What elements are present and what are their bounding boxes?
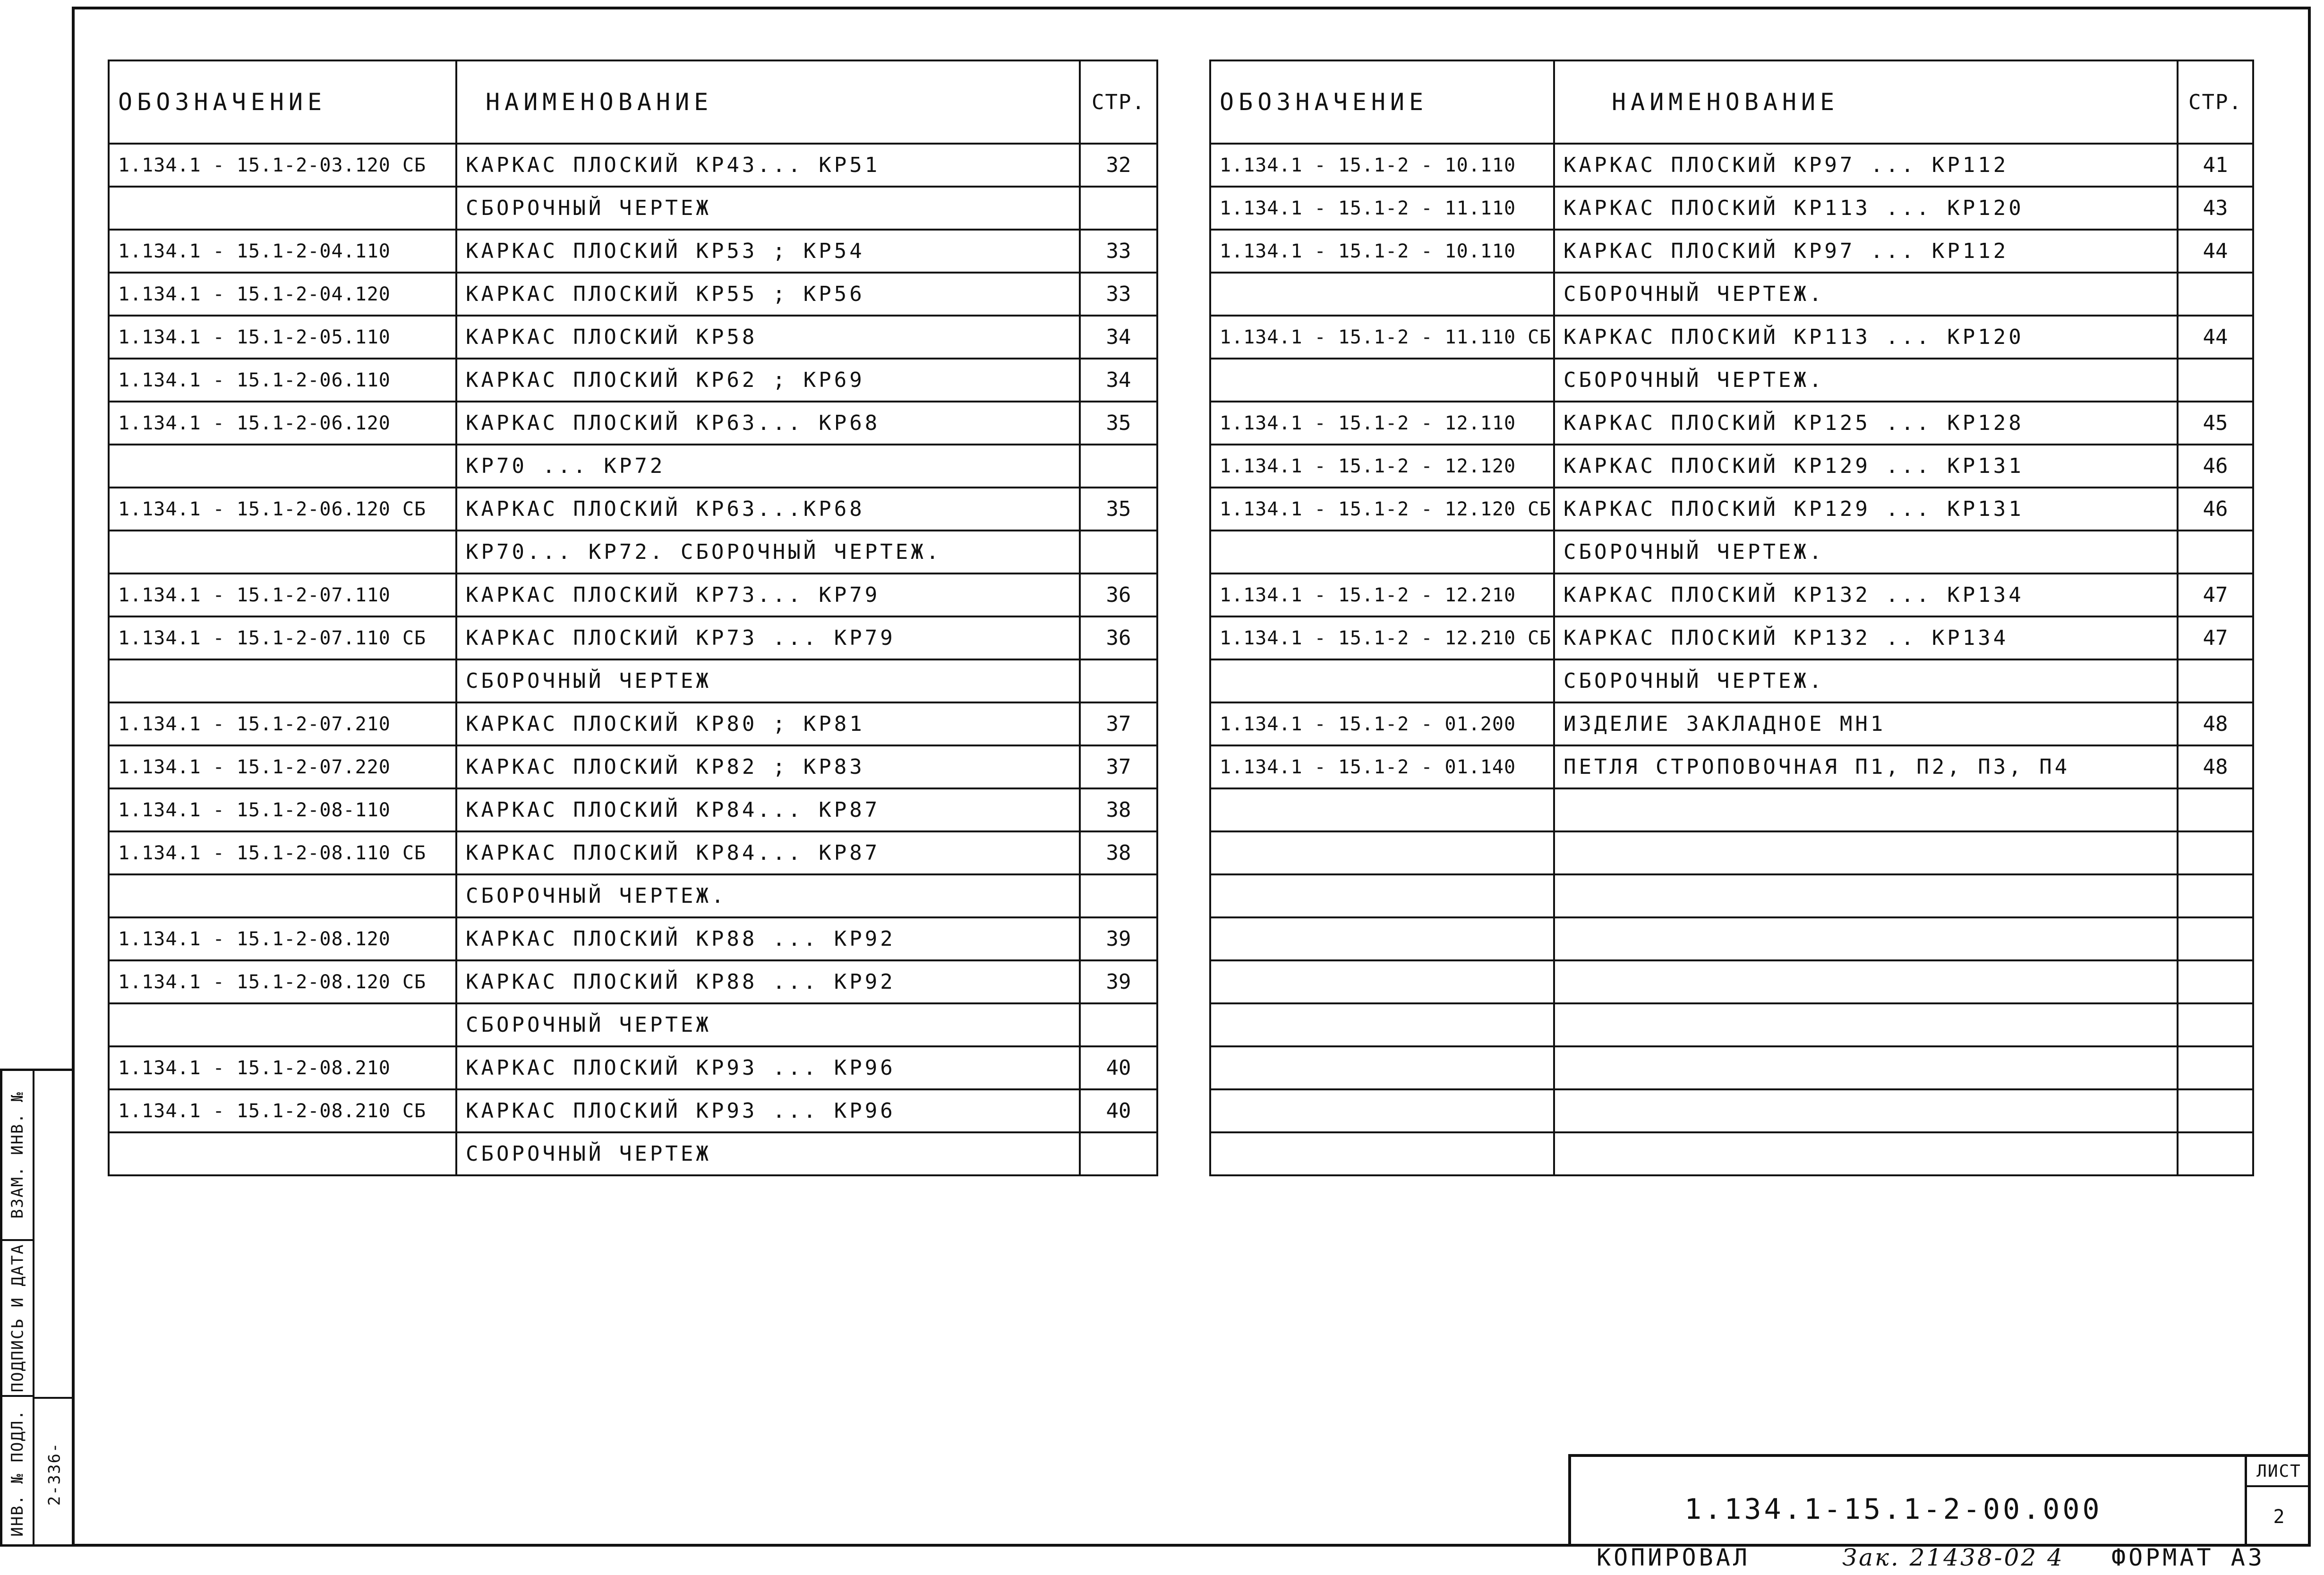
table-row bbox=[109, 316, 1157, 359]
row-name: КАРКАС ПЛОСКИЙ КР84... КР87 bbox=[456, 788, 1080, 831]
table-row bbox=[109, 273, 1157, 316]
row-designation: 1.134.1 - 15.1-2-07.110 СБ bbox=[109, 616, 456, 659]
row-name: ПЕТЛЯ СТРОПОВОЧНАЯ П1, П2, П3, П4 bbox=[1554, 745, 2178, 788]
stamp-inv-orig-label: ИНВ. № ПОДЛ. bbox=[8, 1409, 27, 1537]
row-page: 41 bbox=[2178, 144, 2253, 187]
row-page bbox=[2178, 831, 2253, 874]
row-designation: 1.134.1 - 15.1-2-07.220 bbox=[109, 745, 456, 788]
row-name: КАРКАС ПЛОСКИЙ КР113 ... КР120 bbox=[1554, 316, 2178, 359]
row-name bbox=[1554, 960, 2178, 1003]
table-row bbox=[109, 874, 1157, 917]
row-page bbox=[1080, 874, 1157, 917]
table-row bbox=[109, 702, 1157, 745]
row-name: КАРКАС ПЛОСКИЙ КР93 ... КР96 bbox=[456, 1089, 1080, 1132]
row-designation bbox=[1210, 659, 1554, 702]
row-name: КАРКАС ПЛОСКИЙ КР84... КР87 bbox=[456, 831, 1080, 874]
table-row bbox=[1210, 616, 2253, 659]
row-designation: 1.134.1 - 15.1-2-04.120 bbox=[109, 273, 456, 316]
row-designation bbox=[1210, 960, 1554, 1003]
row-designation: 1.134.1 - 15.1-2 - 12.210 СБ bbox=[1210, 616, 1554, 659]
table-row bbox=[109, 574, 1157, 616]
row-page: 40 bbox=[1080, 1089, 1157, 1132]
row-designation: 1.134.1 - 15.1-2-03.120 СБ bbox=[109, 144, 456, 187]
row-name: КР70 ... КР72 bbox=[456, 445, 1080, 488]
table-row bbox=[1210, 788, 2253, 831]
table-row bbox=[1210, 960, 2253, 1003]
row-page: 43 bbox=[2178, 187, 2253, 230]
row-name bbox=[1554, 917, 2178, 960]
row-name: КАРКАС ПЛОСКИЙ КР132 ... КР134 bbox=[1554, 574, 2178, 616]
row-designation: 1.134.1 - 15.1-2 - 10.110 bbox=[1210, 230, 1554, 273]
sheet-number: 2 bbox=[2273, 1506, 2285, 1528]
table-row bbox=[109, 917, 1157, 960]
table-row bbox=[109, 1003, 1157, 1046]
row-designation bbox=[1210, 831, 1554, 874]
table-row bbox=[109, 745, 1157, 788]
row-page bbox=[2178, 359, 2253, 402]
row-designation bbox=[1210, 531, 1554, 574]
table-row bbox=[109, 788, 1157, 831]
row-name: КАРКАС ПЛОСКИЙ КР129 ... КР131 bbox=[1554, 488, 2178, 531]
row-name: КАРКАС ПЛОСКИЙ КР80 ; КР81 bbox=[456, 702, 1080, 745]
row-page bbox=[2178, 659, 2253, 702]
stamp-replaced-inv-label: ВЗАМ. ИНВ. № bbox=[8, 1091, 27, 1219]
row-page: 38 bbox=[1080, 831, 1157, 874]
row-name bbox=[1554, 1003, 2178, 1046]
row-designation bbox=[109, 187, 456, 230]
table-header-row bbox=[109, 60, 1157, 144]
row-designation: 1.134.1 - 15.1-2 - 10.110 bbox=[1210, 144, 1554, 187]
row-page: 39 bbox=[1080, 917, 1157, 960]
row-page: 45 bbox=[2178, 402, 2253, 445]
row-designation: 1.134.1 - 15.1-2-06.120 bbox=[109, 402, 456, 445]
row-page: 33 bbox=[1080, 273, 1157, 316]
row-name: СБОРОЧНЫЙ ЧЕРТЕЖ. bbox=[1554, 531, 2178, 574]
sheet-label: ЛИСТ bbox=[2247, 1457, 2311, 1487]
table-row bbox=[1210, 1046, 2253, 1089]
row-page: 32 bbox=[1080, 144, 1157, 187]
row-name: КАРКАС ПЛОСКИЙ КР88 ... КР92 bbox=[456, 917, 1080, 960]
table-row bbox=[109, 659, 1157, 702]
row-designation bbox=[1210, 1132, 1554, 1175]
row-name: КАРКАС ПЛОСКИЙ КР125 ... КР128 bbox=[1554, 402, 2178, 445]
row-page bbox=[1080, 1132, 1157, 1175]
row-designation: 1.134.1 - 15.1-2 - 11.110 СБ bbox=[1210, 316, 1554, 359]
row-name: СБОРОЧНЫЙ ЧЕРТЕЖ. bbox=[1554, 359, 2178, 402]
row-name: КАРКАС ПЛОСКИЙ КР132 .. КР134 bbox=[1554, 616, 2178, 659]
row-name: СБОРОЧНЫЙ ЧЕРТЕЖ bbox=[456, 1132, 1080, 1175]
row-designation bbox=[109, 1132, 456, 1175]
row-designation: 1.134.1 - 15.1-2-07.210 bbox=[109, 702, 456, 745]
stamp-signature-date-label: ПОДПИСЬ И ДАТА bbox=[8, 1243, 27, 1393]
row-page bbox=[2178, 273, 2253, 316]
table-row bbox=[109, 144, 1157, 187]
row-name: КАРКАС ПЛОСКИЙ КР73... КР79 bbox=[456, 574, 1080, 616]
row-designation bbox=[109, 1003, 456, 1046]
table-header-row bbox=[1210, 60, 2253, 144]
table-row bbox=[1210, 531, 2253, 574]
row-name: КАРКАС ПЛОСКИЙ КР43... КР51 bbox=[456, 144, 1080, 187]
table-row bbox=[1210, 402, 2253, 445]
table-row bbox=[1210, 230, 2253, 273]
row-page bbox=[2178, 1089, 2253, 1132]
row-page: 44 bbox=[2178, 316, 2253, 359]
row-designation bbox=[109, 531, 456, 574]
row-page: 48 bbox=[2178, 702, 2253, 745]
row-page: 47 bbox=[2178, 616, 2253, 659]
row-designation: 1.134.1 - 15.1-2-08.210 bbox=[109, 1046, 456, 1089]
footer-copy-number: Зак. 21438-02 4 bbox=[1842, 1544, 2064, 1571]
table-row bbox=[109, 445, 1157, 488]
header-name: НАИМЕНОВАНИЕ bbox=[1554, 60, 2178, 144]
header-page: СТР. bbox=[2178, 60, 2253, 144]
row-page bbox=[2178, 917, 2253, 960]
table-row bbox=[1210, 144, 2253, 187]
table-row bbox=[1210, 273, 2253, 316]
row-name bbox=[1554, 1132, 2178, 1175]
row-name: СБОРОЧНЫЙ ЧЕРТЕЖ bbox=[456, 659, 1080, 702]
row-name bbox=[1554, 874, 2178, 917]
row-designation: 1.134.1 - 15.1-2 - 01.200 bbox=[1210, 702, 1554, 745]
row-name: КАРКАС ПЛОСКИЙ КР73 ... КР79 bbox=[456, 616, 1080, 659]
table-row bbox=[109, 1089, 1157, 1132]
row-name bbox=[1554, 788, 2178, 831]
table-row bbox=[1210, 874, 2253, 917]
row-name: КАРКАС ПЛОСКИЙ КР58 bbox=[456, 316, 1080, 359]
row-name: СБОРОЧНЫЙ ЧЕРТЕЖ. bbox=[456, 874, 1080, 917]
sheet-box bbox=[2245, 1457, 2311, 1547]
row-name bbox=[1554, 831, 2178, 874]
table-row bbox=[109, 359, 1157, 402]
row-page bbox=[1080, 531, 1157, 574]
row-page: 34 bbox=[1080, 359, 1157, 402]
table-row bbox=[1210, 1132, 2253, 1175]
row-designation: 1.134.1 - 15.1-2-05.110 bbox=[109, 316, 456, 359]
row-name: СБОРОЧНЫЙ ЧЕРТЕЖ bbox=[456, 1003, 1080, 1046]
row-page bbox=[2178, 531, 2253, 574]
row-name: КАРКАС ПЛОСКИЙ КР129 ... КР131 bbox=[1554, 445, 2178, 488]
row-page bbox=[2178, 960, 2253, 1003]
row-designation: 1.134.1 - 15.1-2-08.120 СБ bbox=[109, 960, 456, 1003]
row-name: КАРКАС ПЛОСКИЙ КР53 ; КР54 bbox=[456, 230, 1080, 273]
stamp-inv-orig-cell bbox=[2, 1397, 33, 1549]
row-designation bbox=[109, 659, 456, 702]
row-name: СБОРОЧНЫЙ ЧЕРТЕЖ bbox=[456, 187, 1080, 230]
table-row bbox=[109, 1046, 1157, 1089]
row-page: 39 bbox=[1080, 960, 1157, 1003]
row-page: 40 bbox=[1080, 1046, 1157, 1089]
row-page: 48 bbox=[2178, 745, 2253, 788]
table-row bbox=[1210, 1003, 2253, 1046]
table-row bbox=[1210, 1089, 2253, 1132]
left-spec-table bbox=[108, 60, 1158, 1176]
row-designation bbox=[1210, 917, 1554, 960]
table-row bbox=[1210, 187, 2253, 230]
table-row bbox=[1210, 574, 2253, 616]
row-designation bbox=[1210, 874, 1554, 917]
row-page: 37 bbox=[1080, 745, 1157, 788]
row-designation bbox=[1210, 1003, 1554, 1046]
row-designation bbox=[1210, 359, 1554, 402]
table-row bbox=[1210, 702, 2253, 745]
stamp-inv-value-cell bbox=[34, 1397, 74, 1549]
row-page bbox=[2178, 874, 2253, 917]
row-page: 36 bbox=[1080, 574, 1157, 616]
stamp-values-column bbox=[34, 1071, 74, 1544]
left-margin-stamp bbox=[0, 1069, 72, 1547]
row-page bbox=[2178, 1046, 2253, 1089]
row-designation: 1.134.1 - 15.1-2-08.120 bbox=[109, 917, 456, 960]
row-name: КАРКАС ПЛОСКИЙ КР113 ... КР120 bbox=[1554, 187, 2178, 230]
row-page: 46 bbox=[2178, 445, 2253, 488]
row-page: 36 bbox=[1080, 616, 1157, 659]
footer-copied-label: КОПИРОВАЛ bbox=[1597, 1544, 1750, 1571]
row-page: 37 bbox=[1080, 702, 1157, 745]
row-page: 35 bbox=[1080, 402, 1157, 445]
row-name: КАРКАС ПЛОСКИЙ КР97 ... КР112 bbox=[1554, 230, 2178, 273]
table-row bbox=[109, 402, 1157, 445]
row-designation: 1.134.1 - 15.1-2-08.210 СБ bbox=[109, 1089, 456, 1132]
row-name: ИЗДЕЛИЕ ЗАКЛАДНОЕ МН1 bbox=[1554, 702, 2178, 745]
row-name: СБОРОЧНЫЙ ЧЕРТЕЖ. bbox=[1554, 659, 2178, 702]
row-page: 46 bbox=[2178, 488, 2253, 531]
row-name: КАРКАС ПЛОСКИЙ КР62 ; КР69 bbox=[456, 359, 1080, 402]
table-row bbox=[109, 488, 1157, 531]
row-designation: 1.134.1 - 15.1-2-04.110 bbox=[109, 230, 456, 273]
row-name bbox=[1554, 1046, 2178, 1089]
row-designation bbox=[109, 445, 456, 488]
row-page bbox=[2178, 1003, 2253, 1046]
table-row bbox=[1210, 745, 2253, 788]
stamp-replaced-inv-cell bbox=[2, 1071, 33, 1241]
table-row bbox=[109, 531, 1157, 574]
table-row bbox=[109, 230, 1157, 273]
table-row bbox=[1210, 316, 2253, 359]
footer-format-label: ФОРМАТ А3 bbox=[2111, 1544, 2265, 1571]
table-row bbox=[109, 187, 1157, 230]
row-designation bbox=[1210, 273, 1554, 316]
row-designation: 1.134.1 - 15.1-2 - 12.120 СБ bbox=[1210, 488, 1554, 531]
row-designation: 1.134.1 - 15.1-2 - 12.210 bbox=[1210, 574, 1554, 616]
row-designation: 1.134.1 - 15.1-2-06.120 СБ bbox=[109, 488, 456, 531]
row-designation bbox=[109, 874, 456, 917]
table-row bbox=[109, 831, 1157, 874]
row-page: 35 bbox=[1080, 488, 1157, 531]
row-designation bbox=[1210, 788, 1554, 831]
header-page: СТР. bbox=[1080, 60, 1157, 144]
row-name: КАРКАС ПЛОСКИЙ КР63... КР68 bbox=[456, 402, 1080, 445]
row-page: 34 bbox=[1080, 316, 1157, 359]
row-name: КАРКАС ПЛОСКИЙ КР55 ; КР56 bbox=[456, 273, 1080, 316]
row-page bbox=[1080, 187, 1157, 230]
row-name: СБОРОЧНЫЙ ЧЕРТЕЖ. bbox=[1554, 273, 2178, 316]
row-name: КАРКАС ПЛОСКИЙ КР93 ... КР96 bbox=[456, 1046, 1080, 1089]
row-name bbox=[1554, 1089, 2178, 1132]
row-name: КАРКАС ПЛОСКИЙ КР97 ... КР112 bbox=[1554, 144, 2178, 187]
row-page: 44 bbox=[2178, 230, 2253, 273]
row-name: КАРКАС ПЛОСКИЙ КР82 ; КР83 bbox=[456, 745, 1080, 788]
row-page bbox=[1080, 1003, 1157, 1046]
row-page bbox=[1080, 659, 1157, 702]
row-designation: 1.134.1 - 15.1-2 - 12.120 bbox=[1210, 445, 1554, 488]
title-block bbox=[1568, 1454, 2311, 1547]
header-designation: ОБОЗНАЧЕНИЕ bbox=[1210, 60, 1554, 144]
table-row bbox=[109, 1132, 1157, 1175]
row-name: КР70... КР72. СБОРОЧНЫЙ ЧЕРТЕЖ. bbox=[456, 531, 1080, 574]
table-row bbox=[1210, 445, 2253, 488]
right-spec-table bbox=[1209, 60, 2254, 1176]
document-code: 1.134.1-15.1-2-00.000 bbox=[1684, 1493, 2102, 1526]
table-row bbox=[1210, 917, 2253, 960]
row-page: 33 bbox=[1080, 230, 1157, 273]
table-row bbox=[1210, 831, 2253, 874]
row-designation bbox=[1210, 1046, 1554, 1089]
row-designation: 1.134.1 - 15.1-2-07.110 bbox=[109, 574, 456, 616]
header-name: НАИМЕНОВАНИЕ bbox=[456, 60, 1080, 144]
stamp-labels-column bbox=[2, 1071, 34, 1544]
row-page: 38 bbox=[1080, 788, 1157, 831]
table-row bbox=[109, 960, 1157, 1003]
stamp-inv-value: 2-336- bbox=[45, 1442, 64, 1506]
row-designation: 1.134.1 - 15.1-2 - 12.110 bbox=[1210, 402, 1554, 445]
table-row bbox=[109, 616, 1157, 659]
row-designation: 1.134.1 - 15.1-2 - 11.110 bbox=[1210, 187, 1554, 230]
row-name: КАРКАС ПЛОСКИЙ КР88 ... КР92 bbox=[456, 960, 1080, 1003]
row-page bbox=[1080, 445, 1157, 488]
row-page bbox=[2178, 788, 2253, 831]
row-page bbox=[2178, 1132, 2253, 1175]
table-row bbox=[1210, 659, 2253, 702]
row-designation: 1.134.1 - 15.1-2-08.110 СБ bbox=[109, 831, 456, 874]
row-designation: 1.134.1 - 15.1-2-06.110 bbox=[109, 359, 456, 402]
stamp-signature-date-cell bbox=[2, 1241, 33, 1397]
table-row bbox=[1210, 359, 2253, 402]
table-row bbox=[1210, 488, 2253, 531]
row-page: 47 bbox=[2178, 574, 2253, 616]
row-designation: 1.134.1 - 15.1-2-08-110 bbox=[109, 788, 456, 831]
header-designation: ОБОЗНАЧЕНИЕ bbox=[109, 60, 456, 144]
row-designation: 1.134.1 - 15.1-2 - 01.140 bbox=[1210, 745, 1554, 788]
row-name: КАРКАС ПЛОСКИЙ КР63...КР68 bbox=[456, 488, 1080, 531]
row-designation bbox=[1210, 1089, 1554, 1132]
